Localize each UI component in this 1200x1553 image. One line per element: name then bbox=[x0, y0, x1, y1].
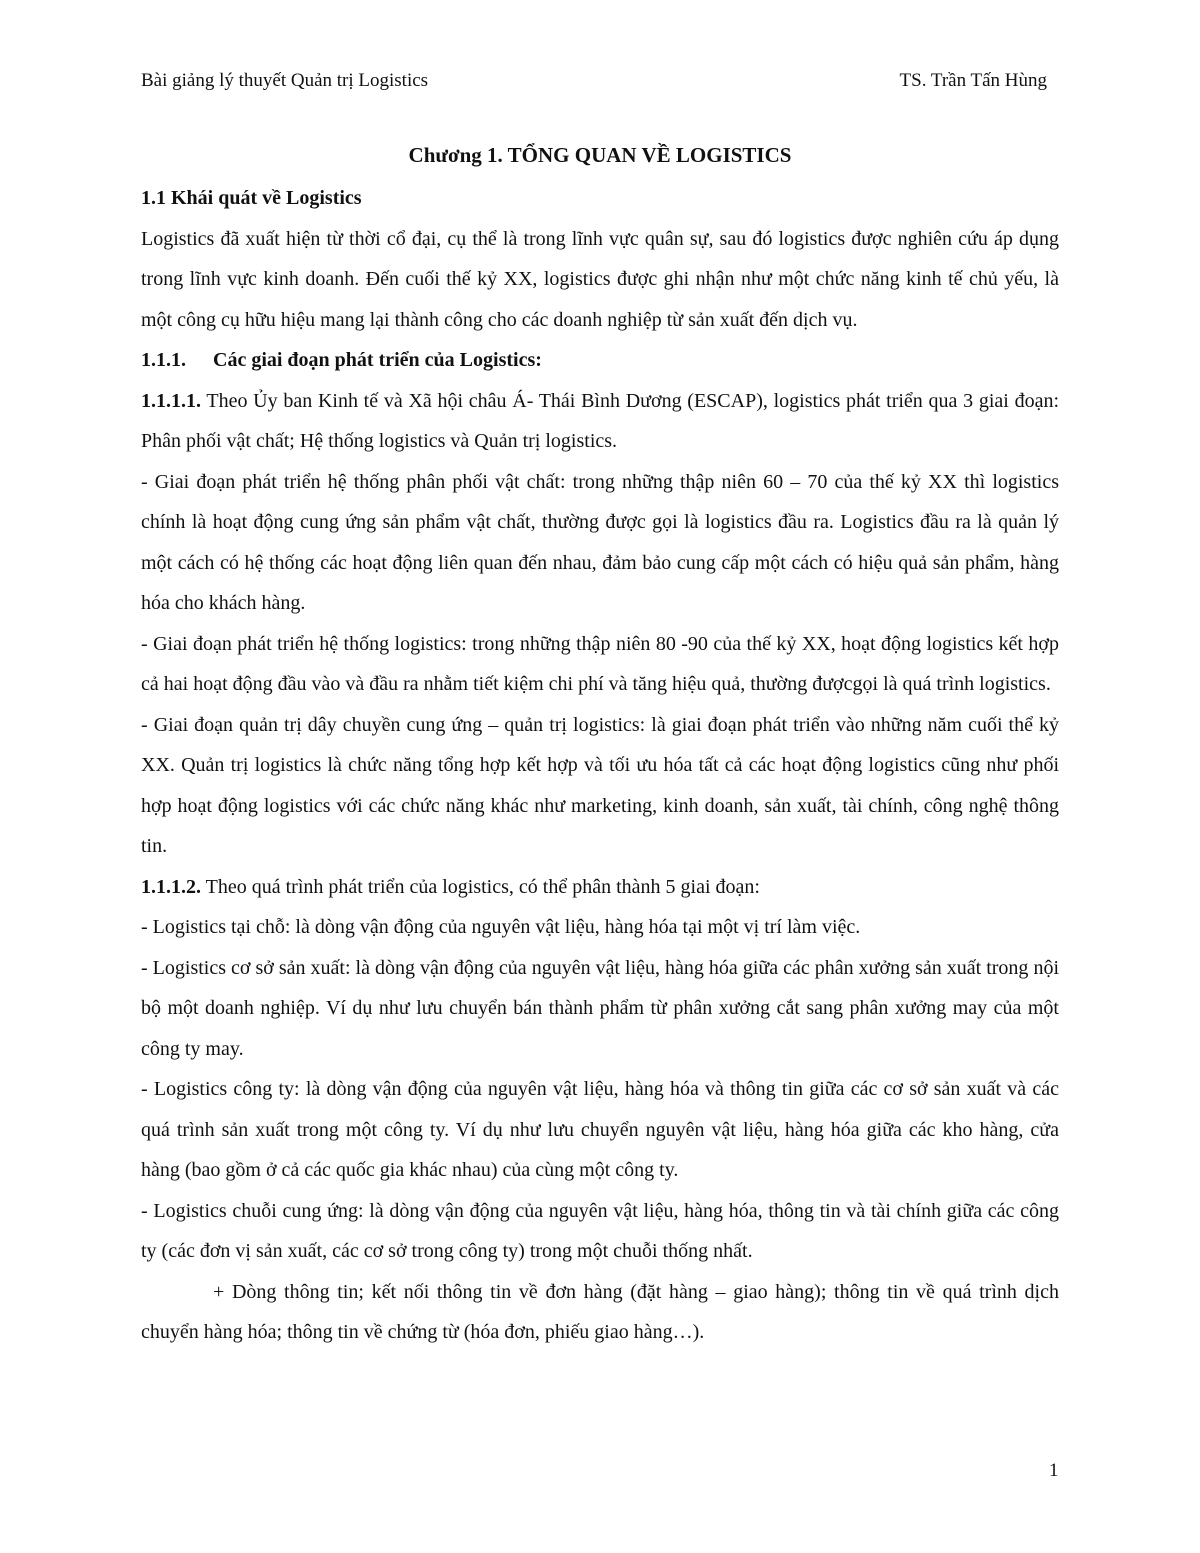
document-body bbox=[141, 178, 1059, 1353]
intro-paragraph: Logistics đã xuất hiện từ thời cổ đại, cụ thể là trong lĩnh vực quân sự, sau đó logistics được nghiên cứu áp dụng trong lĩnh vực kinh doanh. Đến cuối thế kỷ XX, logistics được ghi nhận như một chức năng kinh tế chủ yếu, là một công cụ hữu hiệu mang lại thành công cho các doanh nghiệp từ sản xuất đến dịch vụ. bbox=[141, 227, 1059, 331]
level-company-logistics: - Logistics công ty: là dòng vận động của nguyên vật liệu, hàng hóa và thông tin giữa các cơ sở sản xuất và các quá trình sản xuất trong một công ty. Ví dụ như lưu chuyển nguyên vật liệu, hàng hóa giữa các kho hàng, cửa hàng (bao gồm ở cả các quốc gia khác nhau) của cùng một công ty. bbox=[141, 1078, 1059, 1181]
stage-logistics-system: - Giai đoạn phát triển hệ thống logistics: trong những thập niên 80 -90 của thế kỷ XX, hoạt động logistics kết hợp cả hai hoạt động đầu vào và đầu ra nhằm tiết kiệm chi phí và tăng hiệu quả, thường đượcgọi là quá trình logistics. bbox=[141, 632, 1059, 695]
header-author: TS. Trần Tấn Hùng bbox=[899, 70, 1047, 91]
stage-physical-distribution: - Giai đoạn phát triển hệ thống phân phối vật chất: trong những thập niên 60 – 70 của thế kỷ XX thì logistics chính là hoạt động cung ứng sản phẩm vật chất, thường được gọi là logistics đầu ra. Logistics đầu ra là quản lý một cách có hệ thống các hoạt động liên quan đến nhau, đảm bảo cung cấp một cách có hiệu quả sản phẩm, hàng hóa cho khách hàng. bbox=[141, 470, 1059, 614]
subsection-number: 1.1.1.1. bbox=[141, 389, 201, 412]
subsection-1-1-1-2 bbox=[141, 867, 1059, 908]
page-number: 1 bbox=[1049, 1460, 1059, 1481]
stage-supply-chain-management: - Giai đoạn quản trị dây chuyền cung ứng – quản trị logistics: là giai đoạn phát triển vào những năm cuối thể kỷ XX. Quản trị logistics là chức năng tổng hợp kết hợp và tối ưu hóa tất cả các hoạt động logistics cũng như phối hợp hoạt động logistics với các chức năng khác như marketing, kinh doanh, sản xuất, tài chính, công nghệ thông tin. bbox=[141, 713, 1059, 857]
section-title: Các giai đoạn phát triển của Logistics: bbox=[213, 349, 542, 371]
subsection-text: Theo Ủy ban Kinh tế và Xã hội châu Á- Thái Bình Dương (ESCAP), logistics phát triển qua 3 giai đoạn: Phân phối vật chất; Hệ thống logistics và Quản trị logistics. bbox=[141, 389, 1059, 452]
chapter-title: Chương 1. TỔNG QUAN VỀ LOGISTICS bbox=[408, 143, 792, 167]
section-number: 1.1.1. bbox=[141, 349, 186, 371]
subsection-number: 1.1.1.2. bbox=[141, 875, 201, 898]
section-heading-1-1-1 bbox=[141, 340, 1059, 381]
subsection-1-1-1-1 bbox=[141, 381, 1059, 462]
level-onsite-logistics: - Logistics tại chỗ: là dòng vận động của nguyên vật liệu, hàng hóa tại một vị trí làm việc. bbox=[141, 916, 861, 938]
level-supply-chain-logistics: - Logistics chuỗi cung ứng: là dòng vận động của nguyên vật liệu, hàng hóa, thông tin và tài chính giữa các công ty (các đơn vị sản xuất, các cơ sở trong công ty) trong một chuỗi thống nhất. bbox=[141, 1199, 1059, 1262]
level-facility-logistics: - Logistics cơ sở sản xuất: là dòng vận động của nguyên vật liệu, hàng hóa giữa các phân xưởng sản xuất trong nội bộ một doanh nghiệp. Ví dụ như lưu chuyển bán thành phẩm từ phân xưởng cắt sang phân xưởng may của một công ty may. bbox=[141, 956, 1059, 1060]
subsection-text: Theo quá trình phát triển của logistics, có thể phân thành 5 giai đoạn: bbox=[201, 875, 760, 898]
header-lecture-title: Bài giảng lý thuyết Quản trị Logistics bbox=[141, 70, 429, 91]
section-heading-1-1: 1.1 Khái quát về Logistics bbox=[141, 187, 362, 209]
information-flow-item: + Dòng thông tin; kết nối thông tin về đơn hàng (đặt hàng – giao hàng); thông tin về quá trình dịch chuyển hàng hóa; thông tin về chứng từ (hóa đơn, phiếu giao hàng…). bbox=[141, 1280, 1059, 1343]
page-header bbox=[141, 70, 1047, 92]
